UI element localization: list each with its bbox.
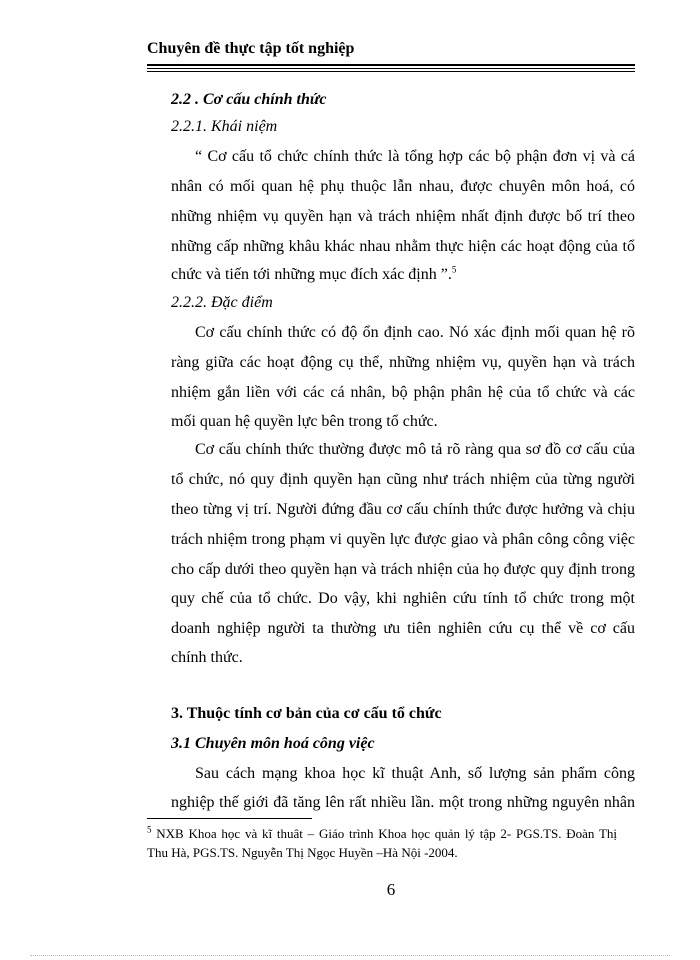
section-heading: 3. Thuộc tính cơ bản của cơ cấu tổ chức [171,705,442,722]
header-rule [147,64,635,66]
footnote-line: $^5$ NXB Khoa học và kĩ thuât – Giáo trình Khoa học quản lý tập 2- PGS.TS. Đoàn Thị [147,824,618,841]
text-line: doanh nghiệp người ta thường ưu tiên nghiên cứu cụ thể về cơ cấu [171,620,635,637]
subsection-heading: 2.2.2. Đặc điểm [171,294,273,311]
text-line: nhân có mối quan hệ phụ thuộc lẫn nhau, được chuyên môn hoá, có [171,178,635,195]
text-line: ràng giữa các hoạt động cụ thể, những nhiệm vụ, quyền hạn và trách [171,354,635,371]
text-line: nhiệm gắn liền với các cá nhân, bộ phận phân hệ của tổ chức và các [171,384,635,401]
text-line: trách nhiệm trong phạm vi quyền lực được giao và phân công công việc [171,531,635,548]
page-number: 6 [386,880,396,899]
footnote-line: Thu Hà, PGS.TS. Nguyễn Thị Ngọc Huyền –Hà Nội -2004. [147,845,458,860]
text-line: Sau cách mạng khoa học kĩ thuật Anh, số lượng sản phẩm công [195,765,635,782]
section-heading: 2.2 . Cơ cấu chính thức [171,91,327,108]
text-line: Cơ cấu chính thức thường được mô tả rõ ràng qua sơ đồ cơ cấu của [195,441,635,458]
text-line: theo từng vị trí. Người đứng đầu cơ cấu chính thức được hưởng và chịu [171,501,635,518]
subsection-heading: 3.1 Chuyên môn hoá công việc [171,735,375,752]
text-line: chính thức. [171,649,243,666]
running-header: Chuyên đề thực tập tốt nghiệp [147,40,355,57]
text-line: Cơ cấu chính thức có độ ổn định cao. Nó xác định mối quan hệ rõ [195,324,635,341]
footnote-mark: 5 [147,824,152,835]
header-rule [147,71,635,72]
text-line: chức và tiến tới những mục đích xác định ”.$^5$ [171,264,457,283]
text-line: quy chế của tổ chức. Do vậy, khi nghiên cứu tính tổ chức trong một [171,590,635,607]
text-line: cho cấp dưới theo quyền hạn và trách nhiện của họ được quy định trong [171,561,635,578]
text-line: nghiệp thế giới đã tăng lên rất nhiều lần. một trong những nguyên nhân [171,794,635,811]
header-rule [147,68,635,69]
page-edge [30,955,670,956]
text-line: mối quan hệ quyền lực bên trong tổ chức. [171,413,438,430]
footnote-separator [147,818,312,819]
footnote-reference[interactable]: 5 [451,264,457,275]
text-line: những cấp những khâu khác nhau nhằm thực hiện các hoạt động của tổ [171,238,635,255]
text-line: tổ chức, nó quy định quyền hạn cũng như trách nhiệm của từng người [171,471,635,488]
text-line: “ Cơ cấu tổ chức chính thức là tổng hợp các bộ phận đơn vị và cá [195,148,635,165]
subsection-heading: 2.2.1. Khái niệm [171,118,278,135]
text-line: những nhiệm vụ quyền hạn và trách nhiệm nhất định được bố trí theo [171,208,635,225]
